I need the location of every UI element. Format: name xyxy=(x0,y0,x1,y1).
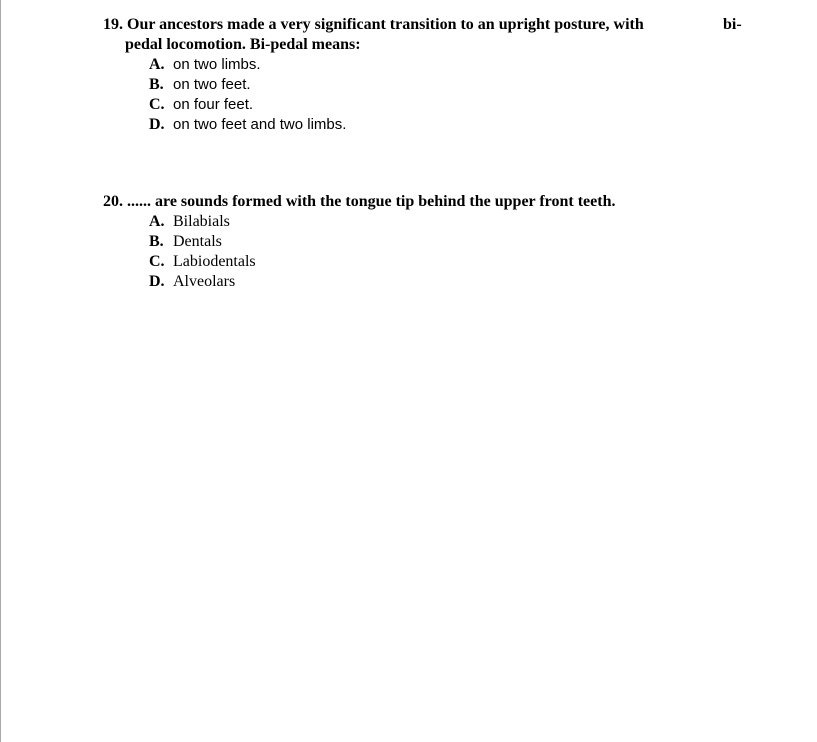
question-19-option-d xyxy=(149,115,753,135)
question-19-stem-line-2: pedal locomotion. Bi-pedal means: xyxy=(125,36,361,53)
option-text: on two feet. xyxy=(173,76,251,93)
question-20-options xyxy=(103,212,753,292)
option-letter: B. xyxy=(149,76,164,93)
option-letter: A. xyxy=(149,56,165,73)
option-text: on two feet and two limbs. xyxy=(173,116,347,133)
option-letter: C. xyxy=(149,96,165,113)
option-text: Dentals xyxy=(173,233,222,250)
question-19 xyxy=(103,15,753,135)
option-letter: A. xyxy=(149,213,165,230)
question-19-options xyxy=(103,55,753,135)
question-19-option-b xyxy=(149,75,753,95)
option-letter: D. xyxy=(149,116,165,133)
question-19-stem-line-1 xyxy=(103,15,753,35)
question-20-option-d xyxy=(149,272,753,292)
option-text: on two limbs. xyxy=(173,56,261,73)
option-text: Alveolars xyxy=(173,273,236,290)
option-text: Bilabials xyxy=(173,213,230,230)
option-letter: D. xyxy=(149,273,165,290)
question-19-stem-hyphen-part: bi- xyxy=(723,16,742,33)
question-19-option-a xyxy=(149,55,753,75)
question-20-option-c xyxy=(149,252,753,272)
question-20 xyxy=(103,192,753,292)
question-20-stem: 20. ...... are sounds formed with the tongue tip behind the upper front teeth. xyxy=(103,193,616,210)
question-19-option-c xyxy=(149,95,753,115)
question-19-stem-text: 19. Our ancestors made a very significant transition to an upright posture, with xyxy=(103,16,644,33)
option-letter: B. xyxy=(149,233,164,250)
option-text: Labiodentals xyxy=(173,253,256,270)
option-letter: C. xyxy=(149,253,165,270)
question-20-option-b xyxy=(149,232,753,252)
question-20-option-a xyxy=(149,212,753,232)
option-text: on four feet. xyxy=(173,96,254,113)
